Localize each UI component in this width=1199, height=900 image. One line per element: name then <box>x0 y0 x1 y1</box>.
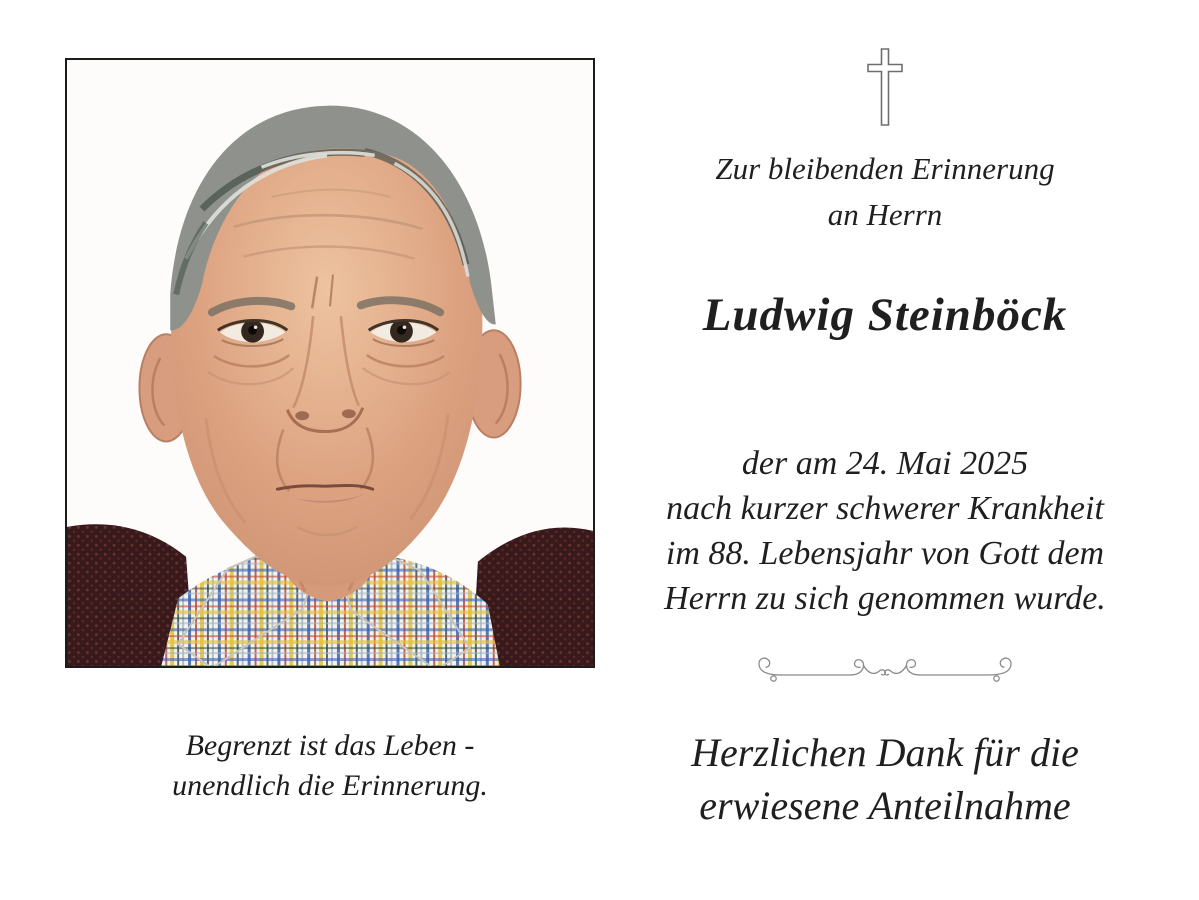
thanks-line-2: erwiesene Anteilnahme <box>699 783 1071 828</box>
portrait-photo-frame <box>65 58 595 668</box>
scroll-divider-icon <box>749 653 1021 687</box>
latin-cross-outline-icon <box>867 48 903 126</box>
intro-line-2: an Herrn <box>827 197 943 232</box>
flourish-divider <box>640 653 1130 687</box>
photo-caption-line-2: unendlich die Erinnerung. <box>172 769 488 802</box>
obituary-text <box>615 441 1155 621</box>
obituary-line-4: Herrn zu sich genommen wurde. <box>664 580 1106 617</box>
intro-text <box>640 146 1130 238</box>
thanks-line-1: Herzlichen Dank für die <box>691 730 1079 775</box>
intro-line-1: Zur bleibenden Erinnerung <box>715 151 1055 186</box>
deceased-name: Ludwig Steinböck <box>702 289 1068 341</box>
cross-icon <box>640 48 1130 126</box>
portrait-photo <box>67 60 593 666</box>
photo-caption-line-1: Begrenzt ist das Leben - <box>185 729 475 762</box>
obituary-line-1: der am 24. Mai 2025 <box>741 445 1029 482</box>
photo-caption <box>50 726 610 806</box>
obituary-line-2: nach kurzer schwerer Krankheit <box>666 490 1104 527</box>
thanks-text <box>625 726 1145 832</box>
obituary-line-3: im 88. Lebensjahr von Gott dem <box>665 535 1105 572</box>
